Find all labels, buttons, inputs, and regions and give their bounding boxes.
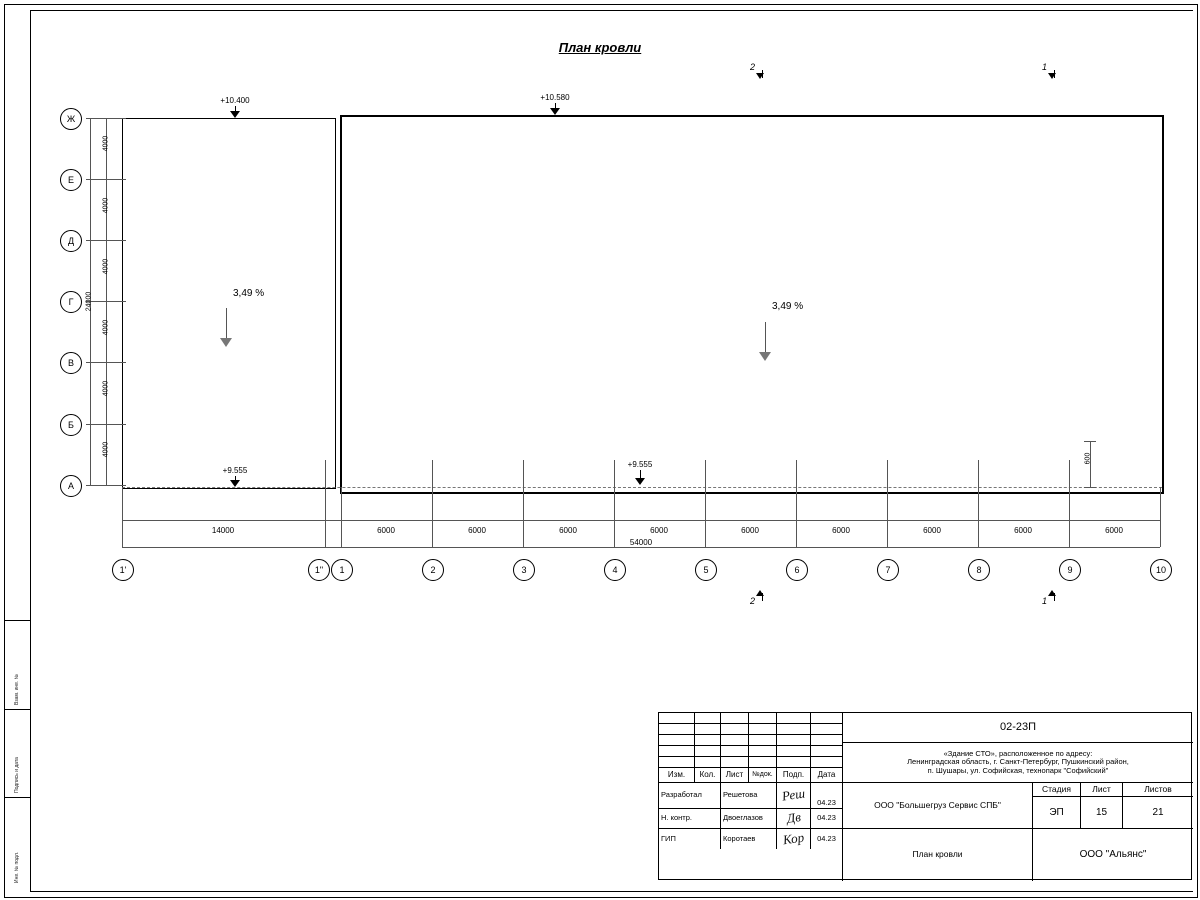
rev-empty-r4c3 [749, 757, 777, 768]
elevation-arrow-10400 [230, 111, 240, 118]
section-mark-1-bottom: 1 [1042, 596, 1048, 606]
slope-label-right: 3,49 % [772, 301, 804, 312]
left-margin-text-2: Инв. № подл. [14, 851, 20, 883]
rev-empty-r0c1 [695, 713, 721, 724]
horizontal-dim-9: 6000 [1105, 526, 1123, 535]
edge-dim-text: 600 [1084, 452, 1092, 465]
slope-arrow-right-head [759, 352, 771, 361]
doc-code: 02-23П [843, 713, 1193, 743]
role-signature-1 [777, 809, 811, 829]
rev-header-data: Дата [811, 768, 843, 783]
horizontal-dim-5: 6000 [741, 526, 759, 535]
elevation-label-10580: +10.580 [540, 93, 570, 102]
axis-bubble-e[interactable]: Е [60, 169, 82, 191]
stage-value-listov: 21 [1123, 797, 1193, 829]
rev-tail-left [659, 849, 843, 881]
vertical-dim-2: 4000 [102, 258, 110, 275]
section-mark-1-top-arrow [1048, 73, 1056, 79]
roof-slab-left [122, 118, 336, 489]
left-margin-text-0: Взам. инв. № [14, 674, 20, 705]
section-mark-1-bottom-arrow [1048, 590, 1056, 596]
elevation-arrow-9555-right [635, 478, 645, 485]
axis-bubble-2[interactable]: 2 [422, 559, 444, 581]
rev-empty-r1c3 [749, 724, 777, 735]
horizontal-dim-chain-total [122, 547, 1160, 548]
rev-empty-r2c3 [749, 735, 777, 746]
axis-ext-9 [1069, 460, 1070, 547]
axis-bubble-v[interactable]: В [60, 352, 82, 374]
axis-ext-4 [614, 460, 615, 547]
rev-empty-r2c1 [695, 735, 721, 746]
axis-bubble-zh[interactable]: Ж [60, 108, 82, 130]
signature-glyph-2: Кор [781, 829, 805, 847]
object-line-2: п. Шушары, ул. Софийская, технопарк "Софийский" [927, 765, 1109, 775]
rev-header-izm: Изм. [659, 768, 695, 783]
slope-arrow-left-shaft [226, 308, 227, 340]
role-date-1: 04.23 [811, 809, 843, 829]
horizontal-dim-1: 6000 [377, 526, 395, 535]
stage-value-stadia: ЭП [1033, 797, 1081, 829]
axis-ext-1pp [325, 460, 326, 547]
role-date-0: 04.23 [811, 783, 843, 809]
rev-empty-r3c5 [811, 746, 843, 757]
rev-empty-r4c0 [659, 757, 695, 768]
axis-ext-1p [122, 487, 123, 547]
axis-bubble-1[interactable]: 1 [331, 559, 353, 581]
vertical-dim-3: 4000 [102, 319, 110, 336]
rev-empty-r3c1 [695, 746, 721, 757]
role-label-1: Н. контр. [659, 809, 721, 829]
page-title: План кровли [558, 40, 642, 55]
left-margin-text-1: Подпись и дата [14, 757, 20, 793]
rev-empty-r4c5 [811, 757, 843, 768]
object-line-0: «Здание СТО», расположенное по адресу: [943, 748, 1093, 758]
rev-empty-r2c0 [659, 735, 695, 746]
axis-ext-5 [705, 460, 706, 547]
horizontal-dim-0: 14000 [211, 526, 235, 535]
slope-arrow-left-head [220, 338, 232, 347]
axis-bubble-9[interactable]: 9 [1059, 559, 1081, 581]
elevation-label-9555-right: +9.555 [627, 460, 653, 469]
section-mark-2-bottom: 2 [750, 596, 756, 606]
sheet-name: План кровли [843, 829, 1033, 881]
signature-glyph-0: Реш [780, 785, 806, 804]
role-name-1: Двоеглазов [721, 809, 777, 829]
rev-empty-r0c2 [721, 713, 749, 724]
axis-ext-10 [1160, 487, 1161, 547]
rev-empty-r2c4 [777, 735, 811, 746]
axis-bubble-d[interactable]: Д [60, 230, 82, 252]
stage-header-listov: Листов [1123, 783, 1193, 797]
role-signature-0 [777, 783, 811, 809]
elevation-label-9555-left: +9.555 [222, 466, 248, 475]
axis-bubble-6[interactable]: 6 [786, 559, 808, 581]
rev-empty-r1c1 [695, 724, 721, 735]
horizontal-dim-3: 6000 [559, 526, 577, 535]
axis-bubble-4[interactable]: 4 [604, 559, 626, 581]
rev-header-ndok: №док. [749, 768, 777, 783]
rev-empty-r3c3 [749, 746, 777, 757]
rev-empty-r2c2 [721, 735, 749, 746]
axis-ext-line-a [86, 485, 126, 486]
vertical-dim-5: 4000 [102, 441, 110, 458]
left-margin-strip [4, 620, 30, 893]
horizontal-dim-4: 6000 [650, 526, 668, 535]
role-label-2: ГИП [659, 829, 721, 849]
vertical-dim-1: 4000 [102, 197, 110, 214]
rev-empty-r4c2 [721, 757, 749, 768]
rev-empty-r1c4 [777, 724, 811, 735]
elevation-label-10400: +10.400 [220, 96, 250, 105]
vertical-dim-total: 24000 [85, 291, 93, 312]
object-line-1: Ленинградская область, г. Санкт-Петербург, Пушкинский район, [907, 757, 1129, 767]
axis-ext-7 [887, 460, 888, 547]
horizontal-dim-6: 6000 [832, 526, 850, 535]
rev-empty-r1c2 [721, 724, 749, 735]
vertical-dim-4: 4000 [102, 380, 110, 397]
axis-bubble-b[interactable]: Б [60, 414, 82, 436]
axis-bubble-3[interactable]: 3 [513, 559, 535, 581]
rev-empty-r3c4 [777, 746, 811, 757]
axis-bubble-g[interactable]: Г [60, 291, 82, 313]
axis-ext-1 [341, 487, 342, 547]
vertical-dim-0: 4000 [102, 135, 110, 152]
designer-name: ООО "Альянс" [1079, 849, 1147, 861]
horizontal-dim-7: 6000 [923, 526, 941, 535]
slope-label-left: 3,49 % [233, 288, 265, 299]
elevation-arrow-9555-left [230, 480, 240, 487]
axis-ext-6 [796, 460, 797, 547]
rev-empty-r0c4 [777, 713, 811, 724]
rev-empty-r0c0 [659, 713, 695, 724]
axis-bubble-a[interactable]: А [60, 475, 82, 497]
axis-bubble-10[interactable]: 10 [1150, 559, 1172, 581]
rev-empty-r4c4 [777, 757, 811, 768]
rev-header-list: Лист [721, 768, 749, 783]
axis-ext-2 [432, 460, 433, 547]
axis-ext-8 [978, 460, 979, 547]
section-mark-2-top: 2 [750, 62, 756, 72]
stage-value-list: 15 [1081, 797, 1123, 829]
section-mark-1-top: 1 [1042, 62, 1048, 72]
signature-glyph-1: Дв [785, 809, 802, 826]
role-date-2: 04.23 [811, 829, 843, 849]
rev-empty-r4c1 [695, 757, 721, 768]
stage-header-list: Лист [1081, 783, 1123, 797]
rev-empty-r2c5 [811, 735, 843, 746]
horizontal-dim-total: 54000 [629, 538, 653, 547]
rev-empty-r3c0 [659, 746, 695, 757]
axis-ext-3 [523, 460, 524, 547]
roof-bottom-reference-line [122, 487, 1162, 488]
roof-slab-right [340, 115, 1164, 494]
role-name-0: Решетова [721, 783, 777, 809]
edge-dim-tick-bottom [1084, 487, 1096, 488]
axis-bubble-7[interactable]: 7 [877, 559, 899, 581]
rev-empty-r0c5 [811, 713, 843, 724]
rev-empty-r0c3 [749, 713, 777, 724]
axis-bubble-8[interactable]: 8 [968, 559, 990, 581]
horizontal-dim-8: 6000 [1014, 526, 1032, 535]
rev-empty-r3c2 [721, 746, 749, 757]
role-signature-2 [777, 829, 811, 849]
rev-header-kol: Кол. [695, 768, 721, 783]
elevation-arrow-10580 [550, 108, 560, 115]
rev-empty-r1c5 [811, 724, 843, 735]
company-name: ООО "Большегруз Сервис СПБ" [843, 783, 1033, 829]
axis-bubble-1-prime[interactable]: 1' [112, 559, 134, 581]
role-name-2: Коротаев [721, 829, 777, 849]
stage-header-stadia: Стадия [1033, 783, 1081, 797]
rev-empty-r1c0 [659, 724, 695, 735]
horizontal-dim-2: 6000 [468, 526, 486, 535]
axis-bubble-5[interactable]: 5 [695, 559, 717, 581]
title-block [658, 712, 1192, 880]
role-label-0: Разработал [659, 783, 721, 809]
slope-arrow-right-shaft [765, 322, 766, 354]
section-mark-2-top-arrow [756, 73, 764, 79]
object-description [843, 743, 1193, 783]
section-mark-2-bottom-arrow [756, 590, 764, 596]
rev-header-podp: Подп. [777, 768, 811, 783]
axis-bubble-1-dprime[interactable]: 1" [308, 559, 330, 581]
horizontal-dim-chain [122, 520, 1160, 521]
